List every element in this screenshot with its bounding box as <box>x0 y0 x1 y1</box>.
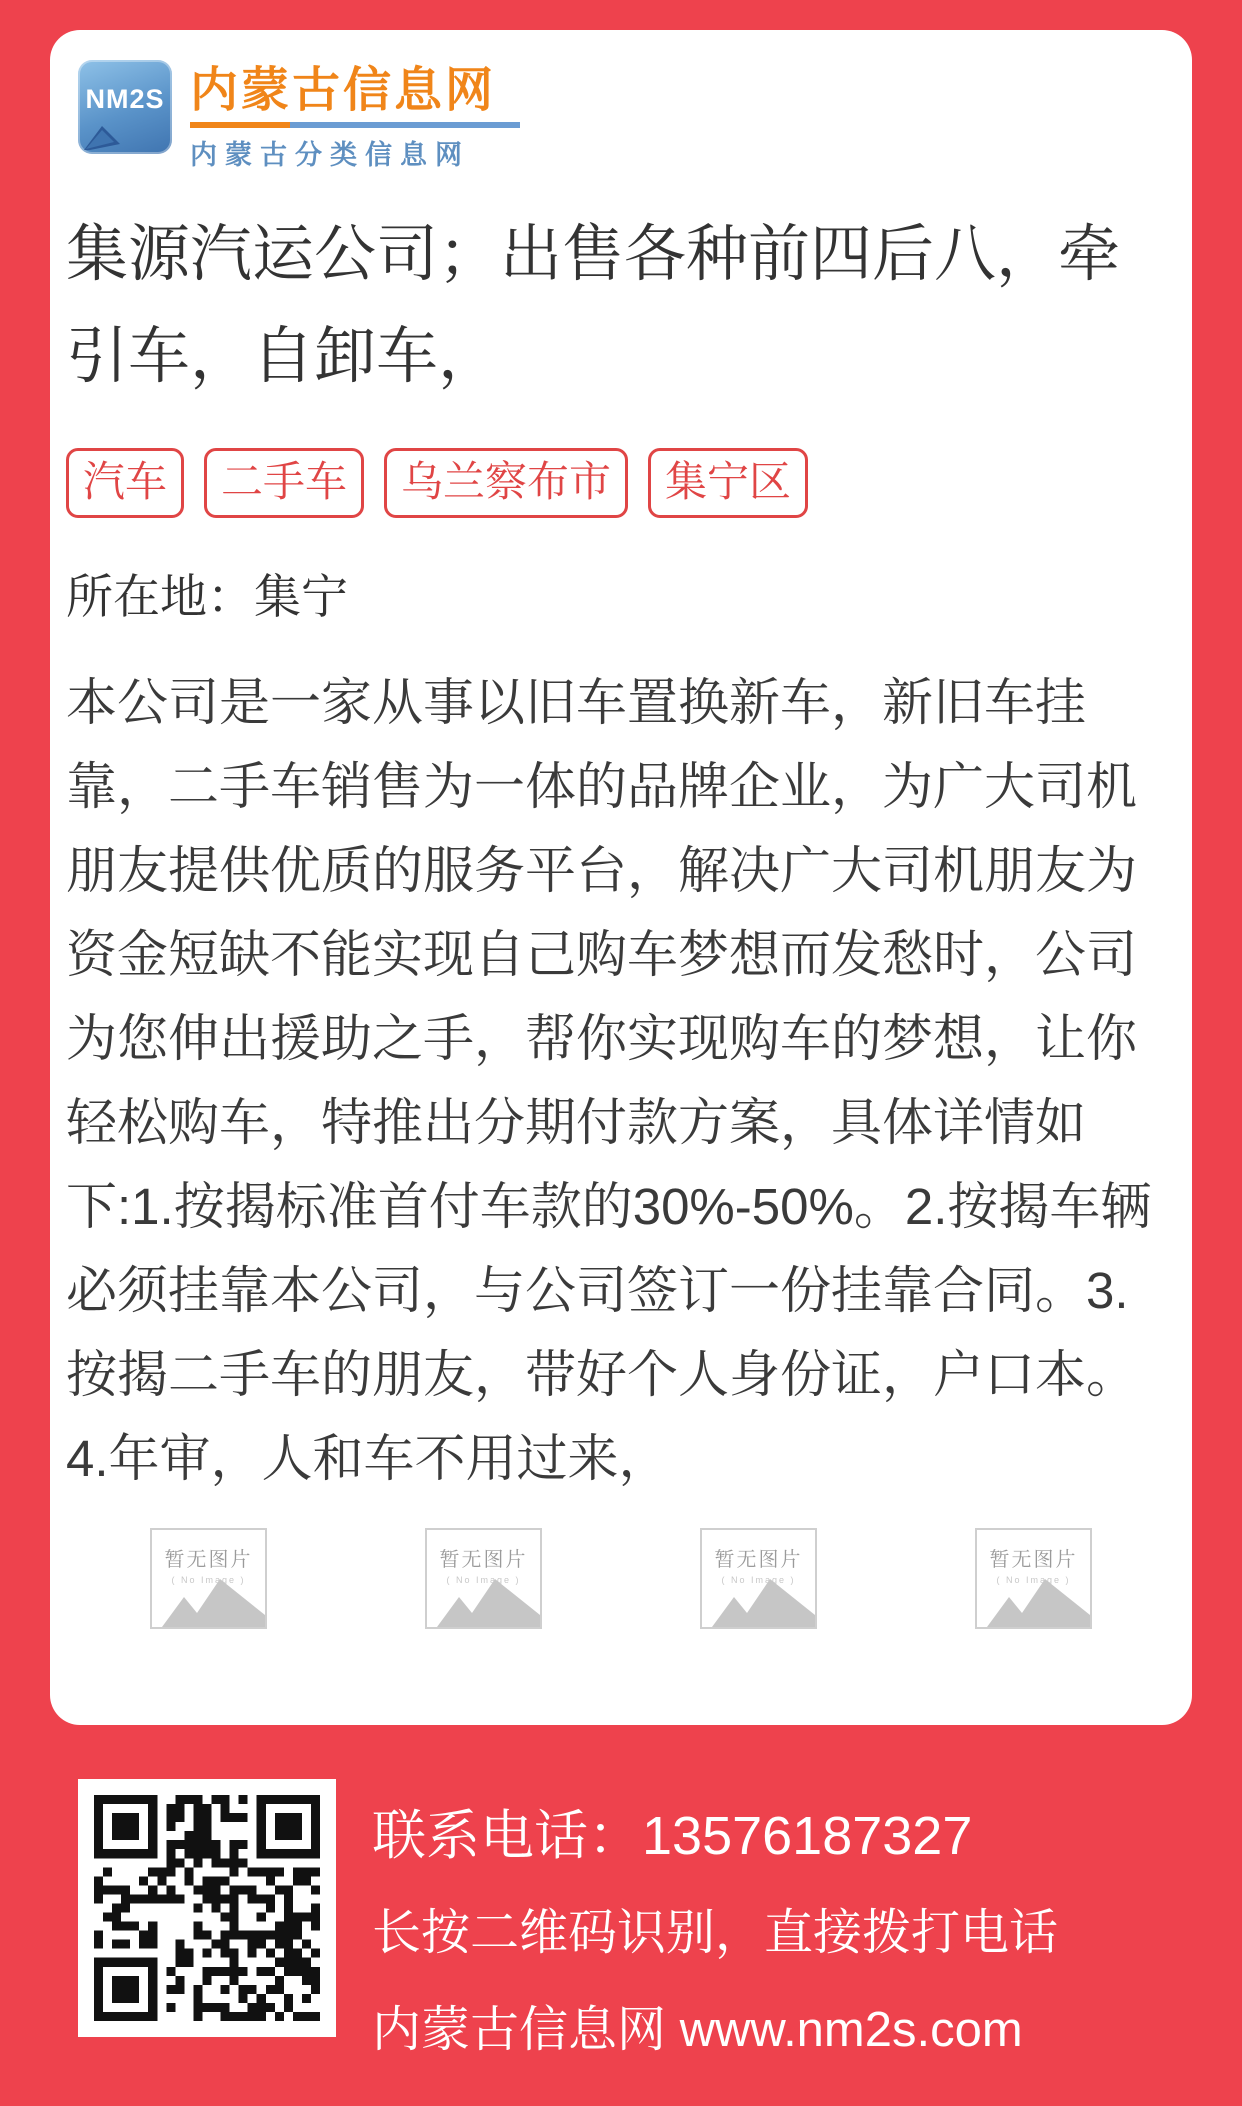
logo-badge-text: NM2S <box>85 84 165 114</box>
image-placeholder <box>975 1528 1092 1629</box>
no-image-sublabel: ( No Image ) <box>171 1575 246 1585</box>
no-image-label: 暂无图片 <box>989 1549 1078 1571</box>
image-placeholder <box>425 1528 542 1629</box>
logo-fold-icon <box>84 124 120 150</box>
no-image-mountain-icon <box>977 1575 1090 1627</box>
phone-line[interactable] <box>372 1788 1202 1885</box>
no-image-label: 暂无图片 <box>714 1549 803 1571</box>
qr-code[interactable] <box>78 1779 336 2037</box>
logo-underline <box>190 122 520 128</box>
tag-subcategory[interactable]: 二手车 <box>204 448 364 518</box>
no-image-mountain-icon <box>427 1575 540 1627</box>
site-name: 内蒙古信息网 <box>190 64 497 117</box>
site-subtitle: 内蒙古分类信息网 <box>190 140 470 170</box>
qr-hint-line: 长按二维码识别，直接拨打电话 <box>372 1906 1059 1960</box>
image-placeholder-row <box>50 1528 1192 1629</box>
phone-label: 联系电话： <box>372 1806 642 1866</box>
no-image-mountain-icon <box>152 1575 265 1627</box>
tag-category[interactable]: 汽车 <box>66 448 184 518</box>
nm2s-logo-badge <box>78 60 172 154</box>
listing-description: 本公司是一家从事以旧车置换新车，新旧车挂靠，二手车销售为一体的品牌企业，为广大司机朋友提供优质的服务平台，解决广大司机朋友为资金短缺不能实现自己购车梦想而发愁时，公司为您伸出援助之手，帮你实现购车的梦想，让你轻松购车，特推出分期付款方案，具体详情如下:1.按揭标准首付车款的30%-50%。2.按揭车辆必须挂靠本公司，与公司签订一份挂靠合同。3.按揭二手车的朋友，带好个人身份证，户口本。4.年审，人和车不用过来， <box>66 674 1152 1487</box>
location-value: 集宁 <box>254 570 348 623</box>
site-url-line[interactable]: 内蒙古信息网 www.nm2s.com <box>372 2003 1023 2057</box>
listing-title: 集源汽运公司；出售各种前四后八，牵引车，自卸车， <box>66 220 1121 391</box>
no-image-sublabel: ( No Image ) <box>446 1575 521 1585</box>
no-image-label: 暂无图片 <box>439 1549 528 1571</box>
no-image-mountain-icon <box>702 1575 815 1627</box>
location-label: 所在地： <box>66 570 254 623</box>
footer-contact <box>372 1788 1202 2079</box>
no-image-sublabel: ( No Image ) <box>721 1575 796 1585</box>
no-image-label: 暂无图片 <box>164 1549 253 1571</box>
no-image-sublabel: ( No Image ) <box>996 1575 1071 1585</box>
tag-district[interactable]: 集宁区 <box>648 448 808 518</box>
image-placeholder <box>700 1528 817 1629</box>
phone-number: 13576187327 <box>642 1806 973 1866</box>
location-line <box>66 560 1174 627</box>
qr-code-pattern <box>94 1795 320 2021</box>
tag-list <box>66 448 1174 518</box>
image-placeholder <box>150 1528 267 1629</box>
listing-card <box>50 30 1192 1725</box>
site-logo[interactable] <box>78 60 1192 172</box>
tag-city[interactable]: 乌兰察布市 <box>384 448 628 518</box>
